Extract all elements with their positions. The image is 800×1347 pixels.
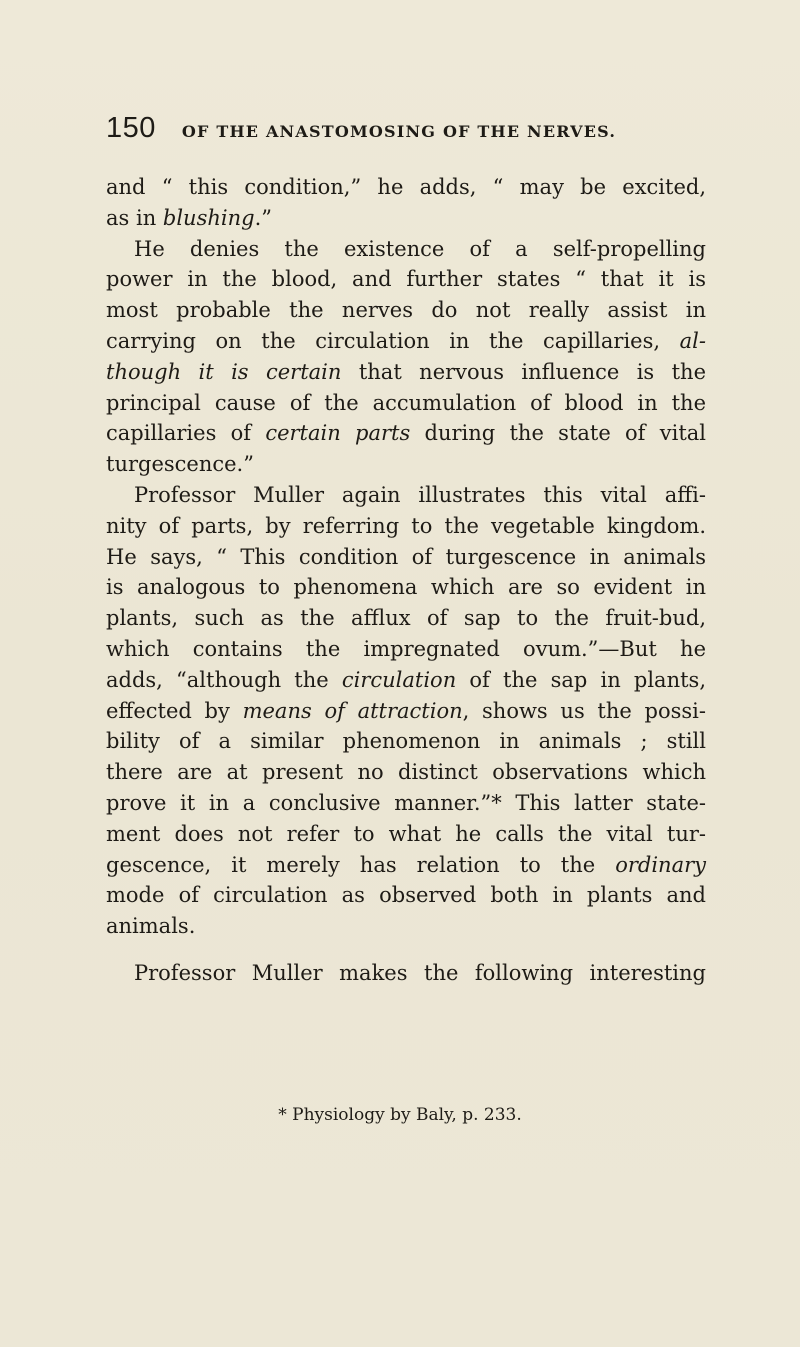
text-segment: adds, “although the (106, 667, 342, 692)
text-line (106, 880, 706, 911)
text-segment: Professor Muller again illustrates this vital affi- (134, 482, 706, 507)
text-line (106, 357, 706, 388)
text-segment: He denies the existence of a self-propelling (134, 236, 706, 261)
running-head: OF THE ANASTOMOSING OF THE NERVES. (181, 122, 617, 141)
text-segment: Professor Muller makes the following interesting (134, 960, 706, 985)
page-header (106, 112, 706, 152)
text-line (106, 958, 706, 989)
text-segment: as in (106, 205, 163, 230)
text-line (106, 911, 706, 942)
text-segment: is analogous to phenomena which are so evident in (106, 575, 706, 600)
italic-text: ordinary (615, 852, 706, 877)
text-line (106, 172, 706, 203)
text-segment: power in the blood, and further states “ that it is (106, 267, 706, 292)
text-line (106, 696, 706, 727)
text-line (106, 449, 706, 480)
text-line (106, 203, 706, 234)
text-segment: capillaries of (106, 421, 266, 446)
page-number: 150 (106, 112, 156, 144)
text-segment: which contains the impregnated ovum.”—But he (106, 636, 706, 661)
text-segment: ment does not refer to what he calls the vital tur- (106, 821, 706, 846)
text-segment: He says, “ This condition of turgescence in animals (106, 544, 706, 569)
text-line (106, 572, 706, 603)
body-text (106, 172, 706, 989)
text-line (106, 480, 706, 511)
text-segment: plants, such as the afflux of sap to the fruit-bud, (106, 606, 706, 631)
text-segment: effected by (106, 698, 243, 723)
text-segment: prove it in a conclusive manner.”* This latter state- (106, 790, 706, 815)
text-line (106, 418, 706, 449)
text-line (106, 542, 706, 573)
text-line (106, 726, 706, 757)
text-segment: and “ this condition,” he adds, “ may be excited, (106, 175, 706, 199)
italic-text: blushing (162, 205, 255, 230)
italic-text: circulation (341, 667, 457, 692)
text-segment: during the state of vital (410, 421, 706, 446)
text-segment: most probable the nerves do not really assist in (106, 298, 706, 323)
text-line (106, 819, 706, 850)
text-line (106, 603, 706, 634)
text-segment: turgescence.” (106, 452, 254, 477)
text-segment: there are at present no distinct observations which (106, 760, 706, 785)
text-segment: gescence, it merely has relation to the (106, 852, 616, 877)
text-line (106, 264, 706, 295)
italic-text: certain parts (265, 421, 411, 446)
text-segment: , shows us the possi- (462, 698, 706, 723)
text-line (106, 326, 706, 357)
text-line (106, 788, 706, 819)
text-segment: that nervous influence is the (341, 359, 707, 384)
italic-text: though it is certain (106, 359, 342, 384)
paragraph-gap (106, 942, 706, 958)
italic-text: means of attraction (242, 698, 463, 723)
text-line (106, 295, 706, 326)
text-segment: mode of circulation as observed both in plants and (106, 883, 706, 908)
text-segment: carrying on the circulation in the capillaries, (106, 328, 680, 353)
text-segment: nity of parts, by referring to the vegetable kingdom. (106, 513, 706, 538)
text-line (106, 511, 706, 542)
text-line (106, 388, 706, 419)
footnote: * Physiology by Baly, p. 233. (278, 1105, 522, 1125)
text-segment: bility of a similar phenomenon in animals ; still (106, 729, 706, 754)
text-segment: principal cause of the accumulation of blood in the (106, 390, 706, 415)
text-segment: of the sap in plants, (456, 667, 706, 692)
text-segment: animals. (106, 914, 196, 939)
text-line (106, 757, 706, 788)
text-line (106, 634, 706, 665)
text-segment: .” (254, 205, 272, 230)
text-line (106, 665, 706, 696)
italic-text: al- (679, 328, 706, 353)
text-line (106, 234, 706, 265)
text-line (106, 850, 706, 881)
